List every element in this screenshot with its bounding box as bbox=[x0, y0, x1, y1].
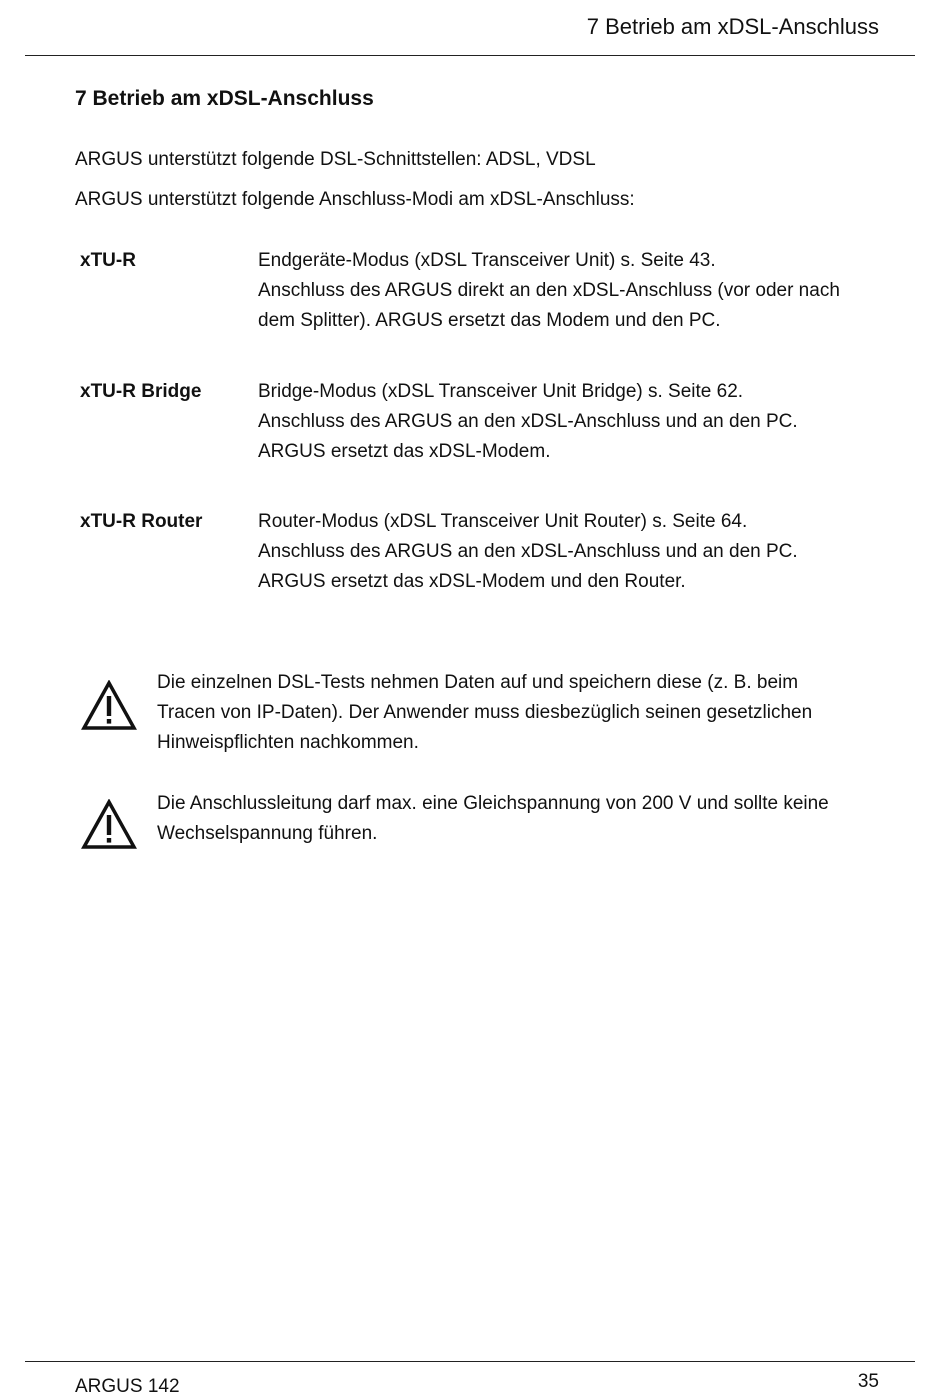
chapter-heading: 7 Betrieb am xDSL-Anschluss bbox=[75, 87, 374, 110]
mode-term-xtu-r-bridge: xTU-R Bridge bbox=[80, 381, 202, 402]
page-number: 35 bbox=[857, 1371, 879, 1392]
description-line: Anschluss des ARGUS an den xDSL-Anschluss und an den PC. bbox=[258, 411, 798, 433]
mode-description-xtu-r-router bbox=[258, 507, 888, 598]
description-line: Bridge-Modus (xDSL Transceiver Unit Bridge) s. Seite 62. bbox=[258, 381, 744, 402]
mode-term-xtu-r: xTU-R bbox=[80, 250, 136, 271]
warning-triangle-icon bbox=[81, 680, 137, 732]
description-line: ARGUS ersetzt das xDSL-Modem und den Router. bbox=[258, 571, 686, 593]
intro-line-interfaces: ARGUS unterstützt folgende DSL-Schnittstellen: ADSL, VDSL bbox=[75, 149, 596, 170]
warning-line: Wechselspannung führen. bbox=[157, 823, 378, 845]
running-header-title: 7 Betrieb am xDSL-Anschluss bbox=[586, 14, 879, 39]
mode-term-xtu-r-router: xTU-R Router bbox=[80, 511, 203, 532]
warning-text-line-voltage bbox=[157, 789, 887, 849]
warning-line: Die einzelnen DSL-Tests nehmen Daten auf und speichern diese (z. B. beim bbox=[157, 672, 799, 693]
description-line: Router-Modus (xDSL Transceiver Unit Router) s. Seite 64. bbox=[258, 511, 748, 532]
footer-product-name: ARGUS 142 bbox=[75, 1376, 180, 1397]
footer-rule bbox=[25, 1361, 915, 1362]
description-line: Anschluss des ARGUS an den xDSL-Anschluss und an den PC. bbox=[258, 541, 798, 563]
warning-line: Tracen von IP-Daten). Der Anwender muss diesbezüglich seinen gesetzlichen bbox=[157, 702, 813, 724]
description-line: dem Splitter). ARGUS ersetzt das Modem und den PC. bbox=[258, 310, 721, 332]
warning-triangle-icon bbox=[81, 799, 137, 851]
mode-description-xtu-r bbox=[258, 246, 888, 337]
description-line: Anschluss des ARGUS direkt an den xDSL-Anschluss (vor oder nach bbox=[258, 280, 840, 302]
mode-description-xtu-r-bridge bbox=[258, 377, 888, 468]
warning-text-data-recording bbox=[157, 668, 887, 759]
header-rule bbox=[25, 55, 915, 56]
warning-line: Die Anschlussleitung darf max. eine Gleichspannung von 200 V und sollte keine bbox=[157, 793, 829, 814]
warning-line: Hinweispflichten nachkommen. bbox=[157, 732, 419, 754]
intro-line-modes: ARGUS unterstützt folgende Anschluss-Modi am xDSL-Anschluss: bbox=[75, 189, 635, 210]
description-line: Endgeräte-Modus (xDSL Transceiver Unit) s. Seite 43. bbox=[258, 250, 716, 271]
description-line: ARGUS ersetzt das xDSL-Modem. bbox=[258, 441, 551, 463]
